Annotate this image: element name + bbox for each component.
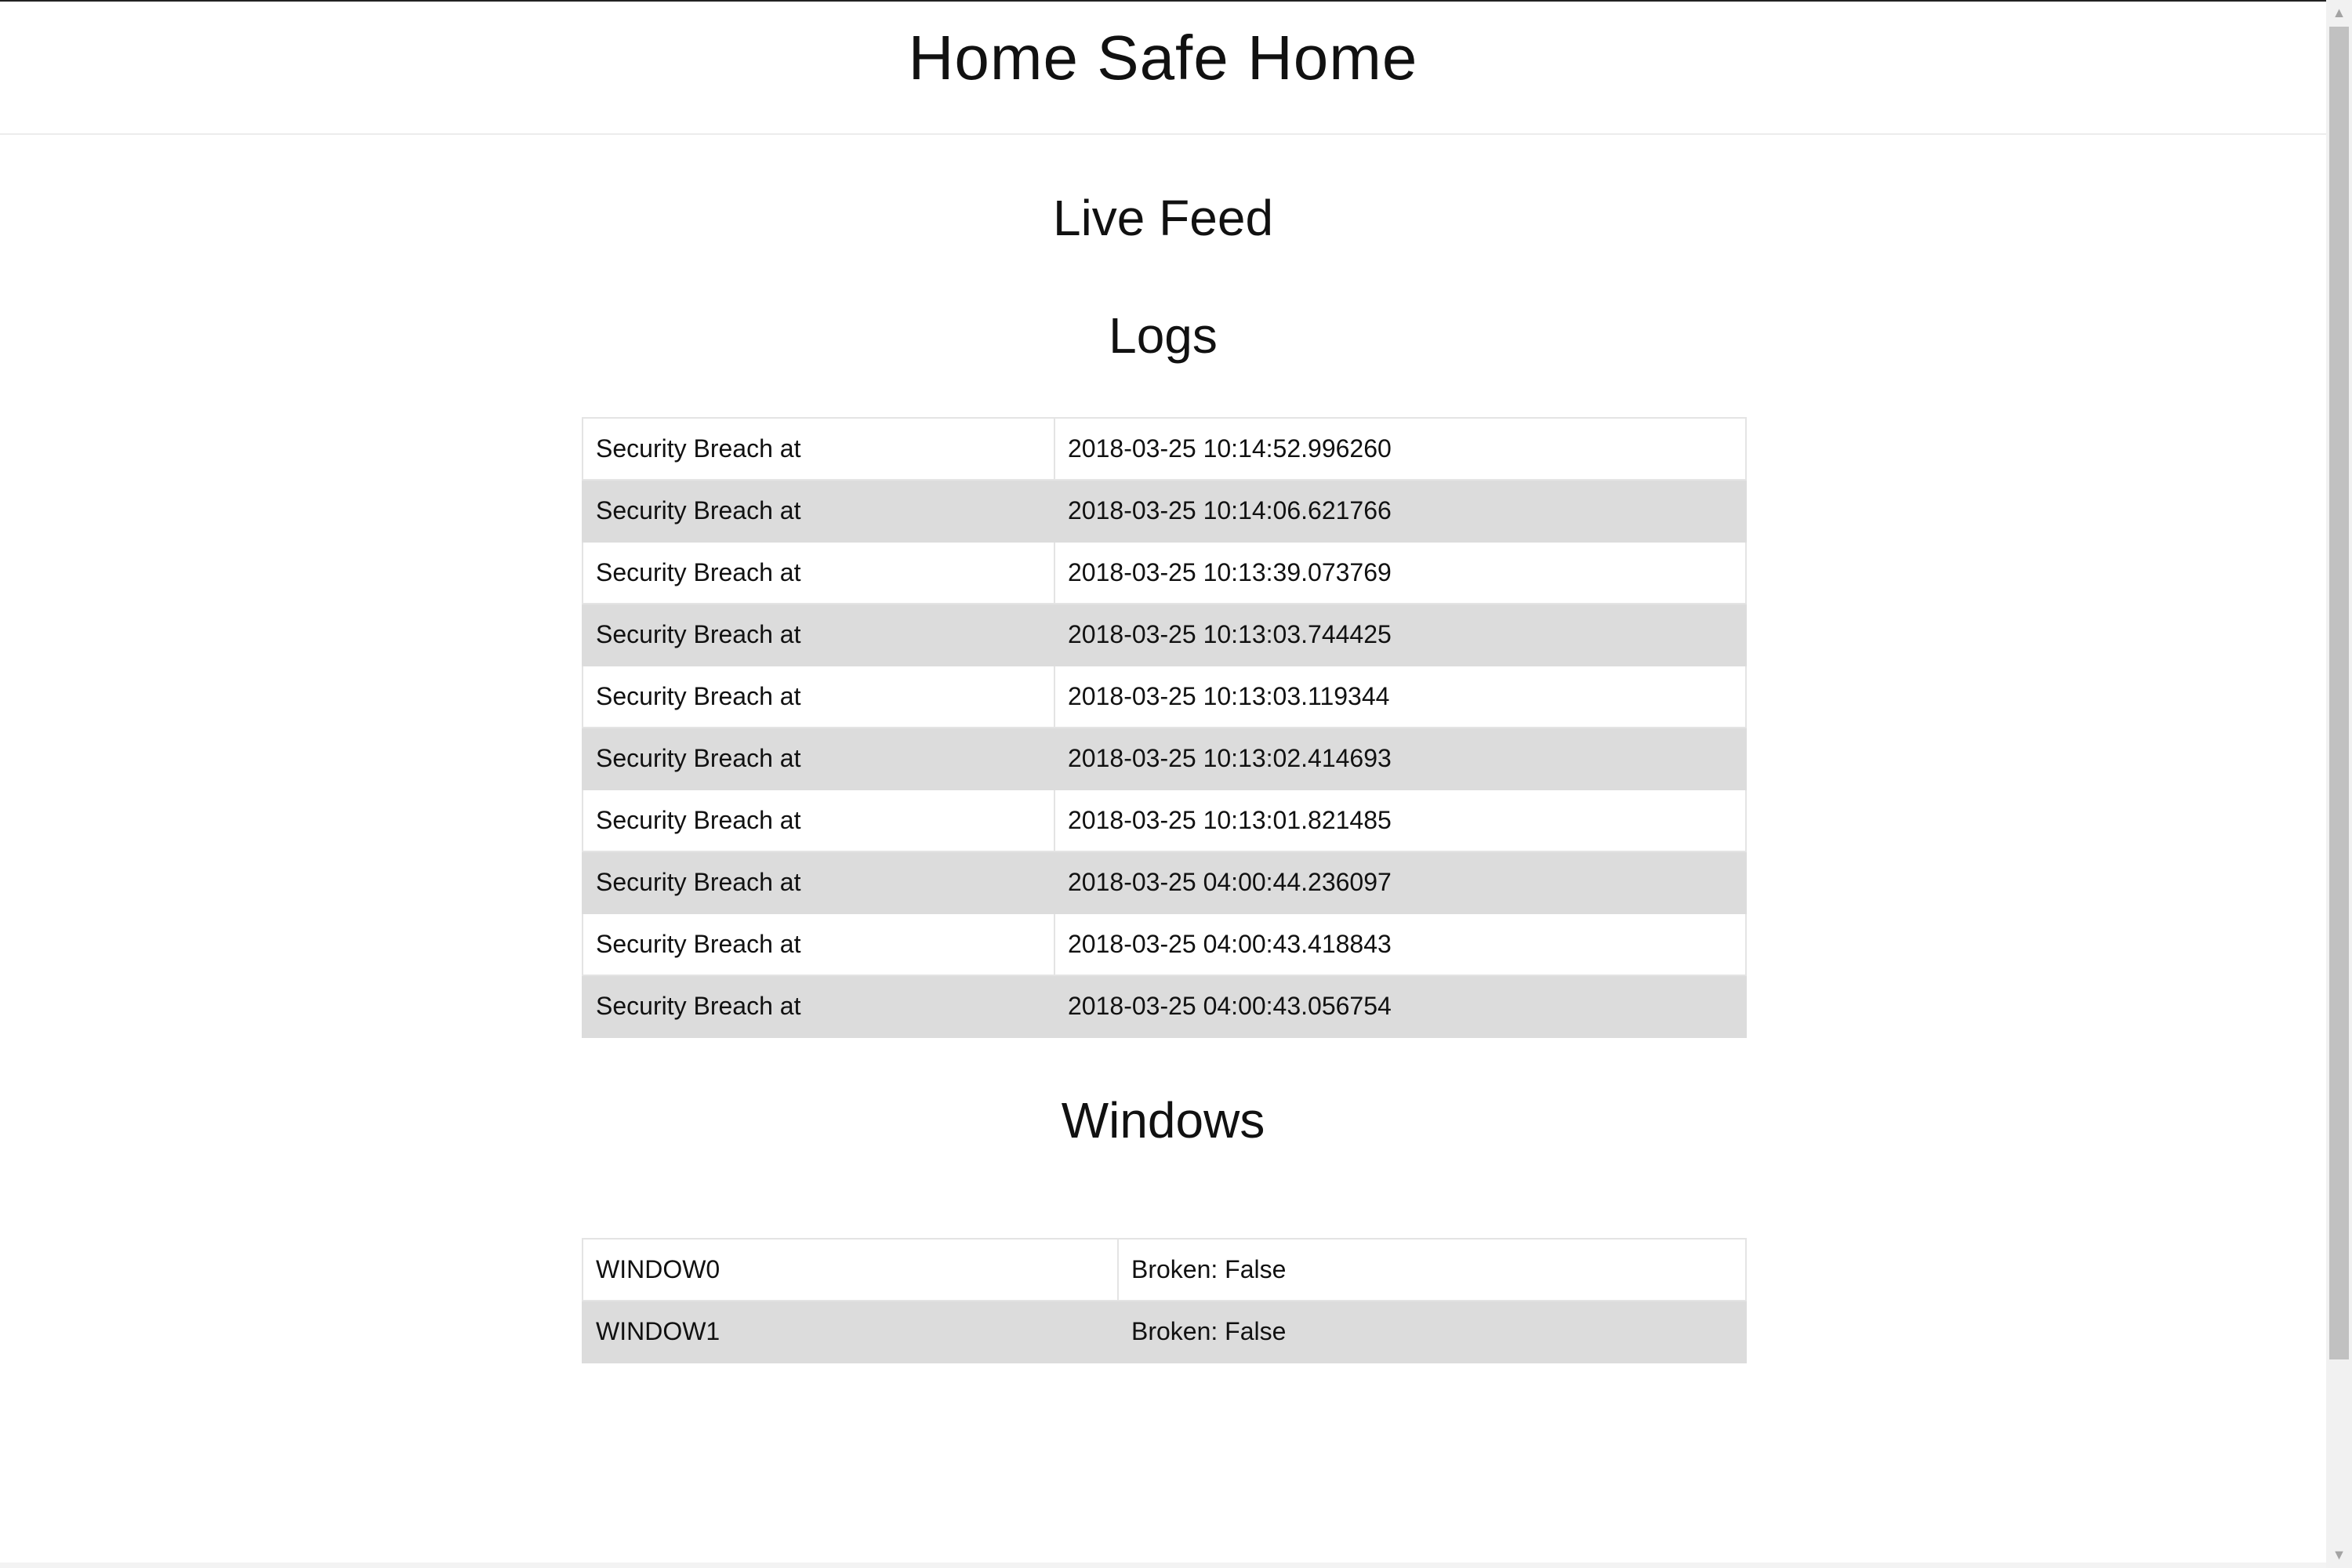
log-row <box>583 789 1746 851</box>
log-event: Security Breach at <box>583 851 1054 913</box>
window-row <box>583 1239 1746 1301</box>
log-event: Security Breach at <box>583 913 1054 975</box>
logs-heading: Logs <box>1109 307 1218 364</box>
log-event: Security Breach at <box>583 604 1054 666</box>
scrollbar-thumb[interactable] <box>2329 27 2349 1359</box>
windows-heading: Windows <box>1061 1092 1265 1149</box>
log-event: Security Breach at <box>583 542 1054 604</box>
live-feed-heading: Live Feed <box>1052 190 1274 246</box>
window-row <box>583 1301 1746 1363</box>
log-row <box>583 604 1746 666</box>
log-time: 2018-03-25 10:14:06.621766 <box>1054 480 1746 542</box>
windows-table <box>582 1238 1747 1363</box>
log-row <box>583 666 1746 728</box>
log-event: Security Breach at <box>583 975 1054 1037</box>
scroll-up-arrow-icon[interactable]: ▲ <box>2332 5 2347 20</box>
log-row <box>583 542 1746 604</box>
log-row <box>583 480 1746 542</box>
log-time: 2018-03-25 04:00:43.418843 <box>1054 913 1746 975</box>
log-row <box>583 913 1746 975</box>
site-title: Home Safe Home <box>908 23 1418 93</box>
log-time: 2018-03-25 10:13:03.119344 <box>1054 666 1746 728</box>
log-row <box>583 975 1746 1037</box>
horizontal-scroll-track <box>0 1563 2326 1568</box>
window-name: WINDOW0 <box>583 1239 1118 1301</box>
log-time: 2018-03-25 10:13:01.821485 <box>1054 789 1746 851</box>
window-status: Broken: False <box>1118 1239 1746 1301</box>
log-event: Security Breach at <box>583 418 1054 480</box>
log-time: 2018-03-25 10:14:52.996260 <box>1054 418 1746 480</box>
site-header <box>0 2 2326 135</box>
log-time: 2018-03-25 10:13:03.744425 <box>1054 604 1746 666</box>
log-time: 2018-03-25 10:13:02.414693 <box>1054 728 1746 789</box>
log-time: 2018-03-25 04:00:44.236097 <box>1054 851 1746 913</box>
log-event: Security Breach at <box>583 789 1054 851</box>
log-event: Security Breach at <box>583 728 1054 789</box>
log-row <box>583 418 1746 480</box>
log-event: Security Breach at <box>583 480 1054 542</box>
log-time: 2018-03-25 10:13:39.073769 <box>1054 542 1746 604</box>
log-row <box>583 728 1746 789</box>
logs-table <box>582 417 1747 1038</box>
window-status: Broken: False <box>1118 1301 1746 1363</box>
scroll-down-arrow-icon[interactable]: ▼ <box>2332 1547 2347 1563</box>
window-name: WINDOW1 <box>583 1301 1118 1363</box>
vertical-scrollbar[interactable] <box>2326 0 2352 1568</box>
log-row <box>583 851 1746 913</box>
log-event: Security Breach at <box>583 666 1054 728</box>
log-time: 2018-03-25 04:00:43.056754 <box>1054 975 1746 1037</box>
